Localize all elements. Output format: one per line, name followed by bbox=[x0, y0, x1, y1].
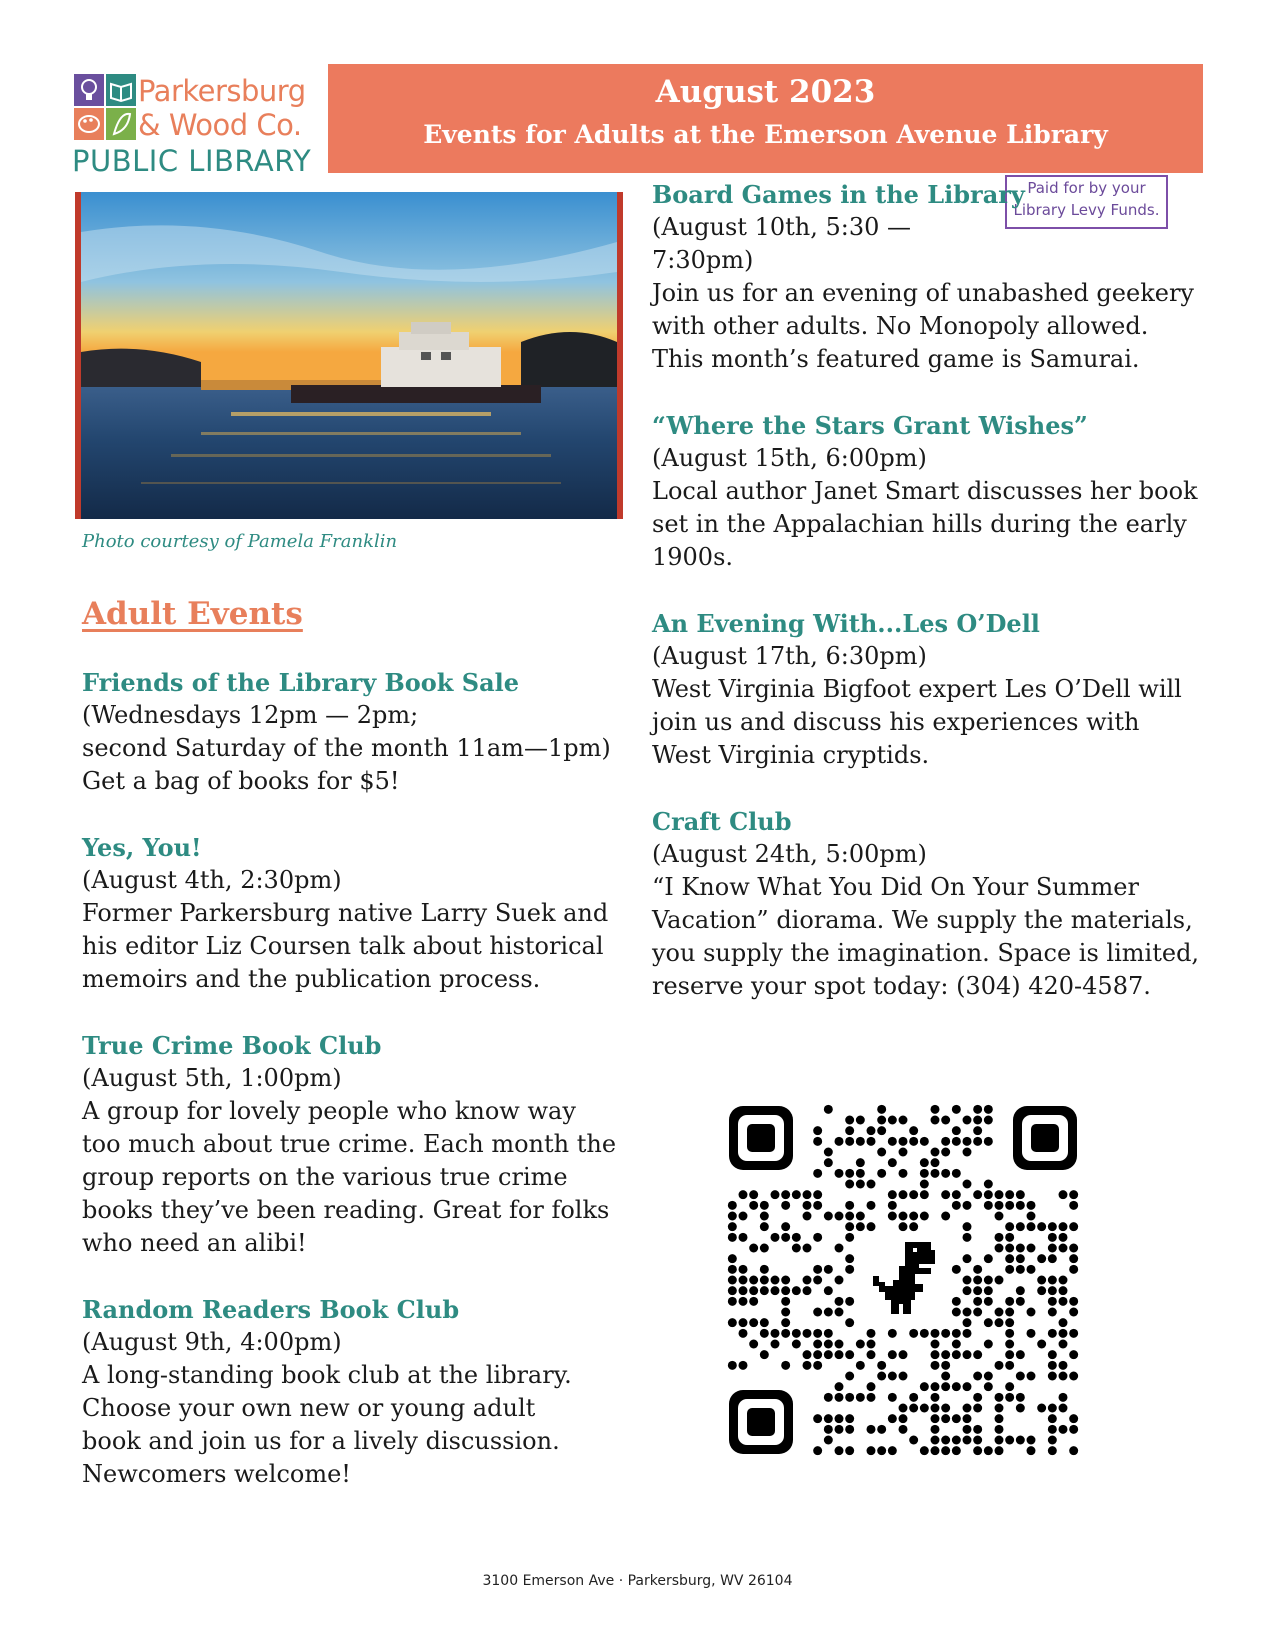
sunset-river-photo bbox=[75, 192, 623, 519]
event-line: (August 17th, 6:30pm) bbox=[652, 642, 927, 670]
event-title: Random Readers Book Club bbox=[82, 1295, 460, 1324]
event-line: A long-standing book club at the library. bbox=[82, 1361, 572, 1389]
event-line: (August 5th, 1:00pm) bbox=[82, 1064, 342, 1092]
event-line: books they’ve been reading. Great for folks bbox=[82, 1196, 610, 1224]
levy-badge-line2: Library Levy Funds. bbox=[1013, 201, 1160, 219]
event-line: Local author Janet Smart discusses her book bbox=[652, 477, 1198, 505]
event-title: Board Games in the Library bbox=[652, 180, 1025, 209]
event-line: 1900s. bbox=[652, 543, 734, 571]
logo-text-wood-co: & Wood Co. bbox=[138, 108, 302, 142]
event-line: Join us for an evening of unabashed geekery bbox=[652, 279, 1194, 307]
event-line: (Wednesdays 12pm — 2pm; bbox=[82, 701, 419, 729]
event-line: “I Know What You Did On Your Summer bbox=[652, 873, 1139, 901]
qr-finder-top-right bbox=[1013, 1106, 1077, 1170]
event-where-the-stars bbox=[652, 409, 1212, 574]
event-line: West Virginia cryptids. bbox=[652, 741, 930, 769]
event-line: Vacation” diorama. We supply the materials, bbox=[652, 906, 1193, 934]
event-line: you supply the imagination. Space is limited, bbox=[652, 939, 1200, 967]
event-line: (August 15th, 6:00pm) bbox=[652, 444, 927, 472]
event-title: “Where the Stars Grant Wishes” bbox=[652, 411, 1088, 440]
qr-code[interactable] bbox=[727, 1104, 1079, 1456]
qr-finder-top-left bbox=[729, 1106, 793, 1170]
event-line: group reports on the various true crime bbox=[82, 1163, 568, 1191]
event-line: (August 10th, 5:30 — bbox=[652, 213, 911, 241]
event-line: book and join us for a lively discussion. bbox=[82, 1427, 560, 1455]
event-line: (August 9th, 4:00pm) bbox=[82, 1328, 342, 1356]
event-les-odell bbox=[652, 607, 1212, 772]
event-line: This month’s featured game is Samurai. bbox=[652, 345, 1140, 373]
page-title: August 2023 bbox=[655, 74, 876, 110]
event-line: join us and discuss his experiences with bbox=[652, 708, 1140, 736]
event-line: memoirs and the publication process. bbox=[82, 965, 541, 993]
event-line: Former Parkersburg native Larry Suek and bbox=[82, 899, 609, 927]
event-title: Yes, You! bbox=[82, 833, 202, 862]
adult-events-heading: Adult Events bbox=[82, 596, 303, 632]
event-title: True Crime Book Club bbox=[82, 1031, 382, 1060]
event-line: who need an alibi! bbox=[82, 1229, 307, 1257]
event-line: Get a bag of books for $5! bbox=[82, 767, 400, 795]
event-line: (August 24th, 5:00pm) bbox=[652, 840, 927, 868]
event-title: An Evening With...Les O’Dell bbox=[652, 609, 1040, 638]
right-column bbox=[652, 178, 1212, 1036]
photo-caption: Photo courtesy of Pamela Franklin bbox=[82, 531, 398, 552]
event-book-sale bbox=[82, 666, 642, 798]
event-line: with other adults. No Monopoly allowed. bbox=[652, 312, 1149, 340]
photo-illustration bbox=[81, 192, 617, 519]
library-logo bbox=[72, 70, 322, 180]
event-line: (August 4th, 2:30pm) bbox=[82, 866, 342, 894]
event-craft-club bbox=[652, 805, 1212, 1003]
event-line: Newcomers welcome! bbox=[82, 1460, 351, 1488]
dinosaur-icon bbox=[865, 1232, 941, 1328]
event-true-crime bbox=[82, 1029, 642, 1260]
event-line: 7:30pm) bbox=[652, 246, 754, 274]
header-banner bbox=[328, 64, 1203, 173]
event-title: Friends of the Library Book Sale bbox=[82, 668, 520, 697]
event-line: Choose your own new or young adult bbox=[82, 1394, 536, 1422]
event-line: too much about true crime. Each month the bbox=[82, 1130, 617, 1158]
event-board-games bbox=[652, 178, 1212, 376]
event-yes-you bbox=[82, 831, 642, 996]
qr-finder-bottom-left bbox=[729, 1390, 793, 1454]
levy-badge-line1: Paid for by your bbox=[1027, 179, 1146, 197]
left-column bbox=[82, 596, 642, 1524]
logo-text-parkersburg: Parkersburg bbox=[138, 74, 306, 108]
event-random-readers bbox=[82, 1293, 642, 1491]
logo-text-public-library: PUBLIC LIBRARY bbox=[72, 144, 312, 178]
event-line: second Saturday of the month 11am—1pm) bbox=[82, 734, 611, 762]
event-line: reserve your spot today: (304) 420-4587. bbox=[652, 972, 1151, 1000]
event-title: Craft Club bbox=[652, 807, 792, 836]
event-line: A group for lovely people who know way bbox=[82, 1097, 576, 1125]
footer-address: 3100 Emerson Ave · Parkersburg, WV 26104 bbox=[482, 1573, 793, 1589]
page-subtitle: Events for Adults at the Emerson Avenue Library bbox=[423, 120, 1108, 149]
event-line: West Virginia Bigfoot expert Les O’Dell will bbox=[652, 675, 1182, 703]
event-line: his editor Liz Coursen talk about historical bbox=[82, 932, 604, 960]
event-line: set in the Appalachian hills during the early bbox=[652, 510, 1187, 538]
logo-emblem-icon bbox=[74, 74, 136, 140]
